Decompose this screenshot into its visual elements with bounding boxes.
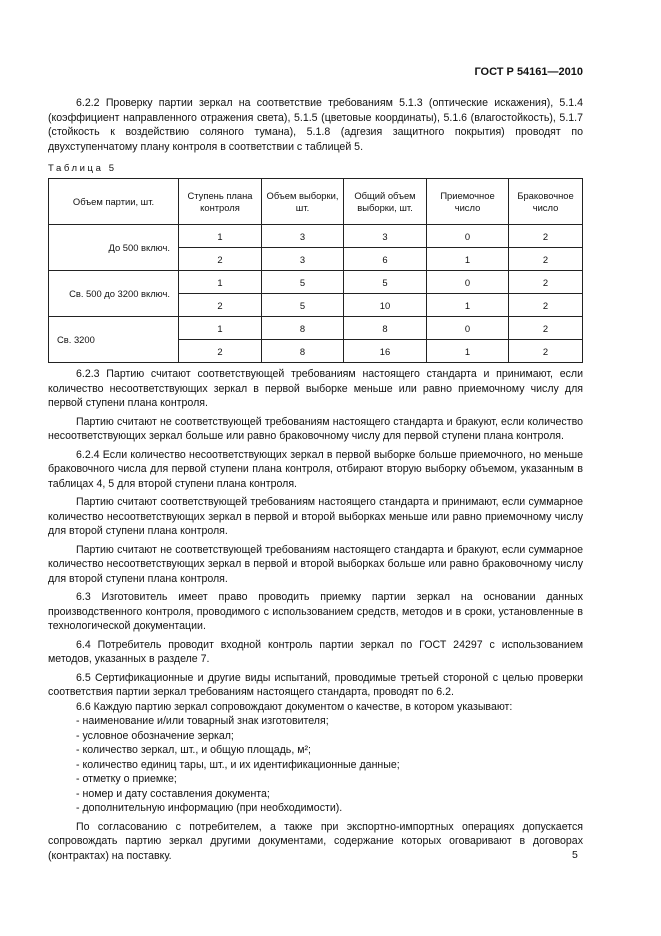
list-item: - наименование и/или товарный знак изготовителя;	[76, 715, 329, 727]
table-cell: 8	[262, 340, 344, 363]
paragraph-6-2-2: 6.2.2 Проверку партии зеркал на соответствие требованиям 5.1.3 (оптические искажения), 5.1.4 (коэффициент направленного отражения света), 5.1.5 (цветовые координаты), 5.1.6 (влагостойкость), 5.1.7 (стойкость к воздействию соляного тумана), 5.1.8 (адгезия защитного покрытия) проводят по двухступенчатому плану контроля в соответствии с таблицей 5.	[48, 97, 583, 153]
table-cell: 8	[344, 317, 427, 340]
party-size-cell: Св. 500 до 3200 включ.	[49, 271, 179, 317]
table-cell: 2	[179, 248, 262, 271]
list-item: - условное обозначение зеркал;	[76, 729, 234, 742]
sampling-plan-table	[48, 178, 583, 363]
table-cell: 2	[179, 294, 262, 317]
paragraph-6-2-3: 6.2.3 Партию считают соответствующей требованиям настоящего стандарта и принимают, если количество несоответствующих зеркал в первой выборке меньше или равно приемочному числу для первой ступени плана контроля.	[48, 368, 583, 409]
table-cell: 5	[262, 294, 344, 317]
header-total-sample-size: Общий объем выборки, шт.	[344, 179, 427, 225]
party-size-cell: Св. 3200	[49, 317, 179, 363]
paragraph-reject-first-stage: Партию считают не соответствующей требованиям настоящего стандарта и бракуют, если количество несоответствующих зеркал больше или равно браковочному числу для первой ступени плана контроля.	[48, 415, 583, 442]
header-plan-stage: Ступень плана контроля	[179, 179, 262, 225]
table-cell: 2	[509, 225, 583, 248]
paragraph-6-3: 6.3 Изготовитель имеет право проводить приемку партии зеркал на основании данных производственного контроля, проводимого с использованием средств, методов и в сроки, установленные в технологической документации.	[48, 591, 583, 632]
table-cell: 2	[509, 271, 583, 294]
table-cell: 0	[427, 271, 509, 294]
list-item: - количество зеркал, шт., и общую площадь, м²;	[76, 744, 311, 756]
table-cell: 16	[344, 340, 427, 363]
page-number: 5	[572, 849, 578, 861]
table-header-row	[49, 179, 583, 225]
table-cell: 1	[427, 294, 509, 317]
table-row	[49, 225, 583, 248]
table-cell: 1	[179, 271, 262, 294]
table-cell: 2	[509, 340, 583, 363]
list-item: - номер и дату составления документа;	[76, 787, 270, 800]
table-cell: 8	[262, 317, 344, 340]
table-cell: 0	[427, 225, 509, 248]
table-cell: 1	[179, 317, 262, 340]
table-caption: Таблица 5	[48, 163, 117, 174]
paragraph-6-6: 6.6 Каждую партию зеркал сопровождают документом о качестве, в котором указывают:	[76, 700, 513, 713]
closing-paragraph: По согласованию с потребителем, а также при экспортно-импортных операциях допускается сопровождать партию зеркал другими документами, содержание которых оговаривают в договорах (контрактах) на поставку.	[48, 820, 583, 862]
header-acceptance-number: Приемочное число	[427, 179, 509, 225]
list-item: - отметку о приемке;	[76, 773, 177, 785]
table-cell: 2	[509, 317, 583, 340]
list-item: - дополнительную информацию (при необходимости).	[76, 802, 343, 814]
document-contents-list	[48, 714, 583, 816]
table-cell: 2	[509, 294, 583, 317]
paragraph-6-5: 6.5 Сертификационные и другие виды испытаний, проводимые третьей стороной с целью проверки соответствия партии зеркал требованиям настоящего стандарта, проводят по 6.2.	[48, 671, 583, 698]
header-rejection-number: Браковочное число	[509, 179, 583, 225]
table-cell: 6	[344, 248, 427, 271]
table-cell: 10	[344, 294, 427, 317]
paragraph-6-4: 6.4 Потребитель проводит входной контроль партии зеркал по ГОСТ 24297 с использованием методов, указанных в разделе 7.	[48, 638, 583, 665]
table-cell: 3	[262, 248, 344, 271]
table-cell: 1	[427, 340, 509, 363]
paragraph-6-2-4: 6.2.4 Если количество несоответствующих зеркал в первой выборке больше приемочного, но меньше браковочного числа для первой ступени плана контроля, отбирают вторую выборку объемом, указанным в таблицах 4, 5 для второй ступени плана контроля.	[48, 448, 583, 490]
table-cell: 1	[179, 225, 262, 248]
document-header: ГОСТ Р 54161—2010	[474, 66, 583, 78]
intro-paragraph-block	[48, 96, 583, 154]
table-cell: 0	[427, 317, 509, 340]
table-cell: 5	[262, 271, 344, 294]
header-sample-size: Объем выборки, шт.	[262, 179, 344, 225]
header-party-size: Объем партии, шт.	[49, 179, 179, 225]
table-cell: 3	[262, 225, 344, 248]
paragraph-reject-second-stage: Партию считают не соответствующей требованиям настоящего стандарта и бракуют, если суммарное количество несоответствующих зеркал в первой и второй выборках больше или равно браковочному числу для второй ступени плана контроля.	[48, 543, 583, 585]
table-cell: 2	[509, 248, 583, 271]
table-cell: 3	[344, 225, 427, 248]
table-cell: 1	[427, 248, 509, 271]
party-size-cell: До 500 включ.	[49, 225, 179, 271]
paragraph-accept-second-stage: Партию считают соответствующей требованиям настоящего стандарта и принимают, если суммарное количество несоответствующих зеркал в первой и второй выборках меньше или равно приемочному числу для второй ступени плана контроля.	[48, 496, 583, 537]
table-row	[49, 271, 583, 294]
list-item: - количество единиц тары, шт., и их идентификационные данные;	[76, 758, 400, 771]
table-cell: 5	[344, 271, 427, 294]
main-text-block	[48, 367, 583, 863]
table-cell: 2	[179, 340, 262, 363]
table-row	[49, 317, 583, 340]
